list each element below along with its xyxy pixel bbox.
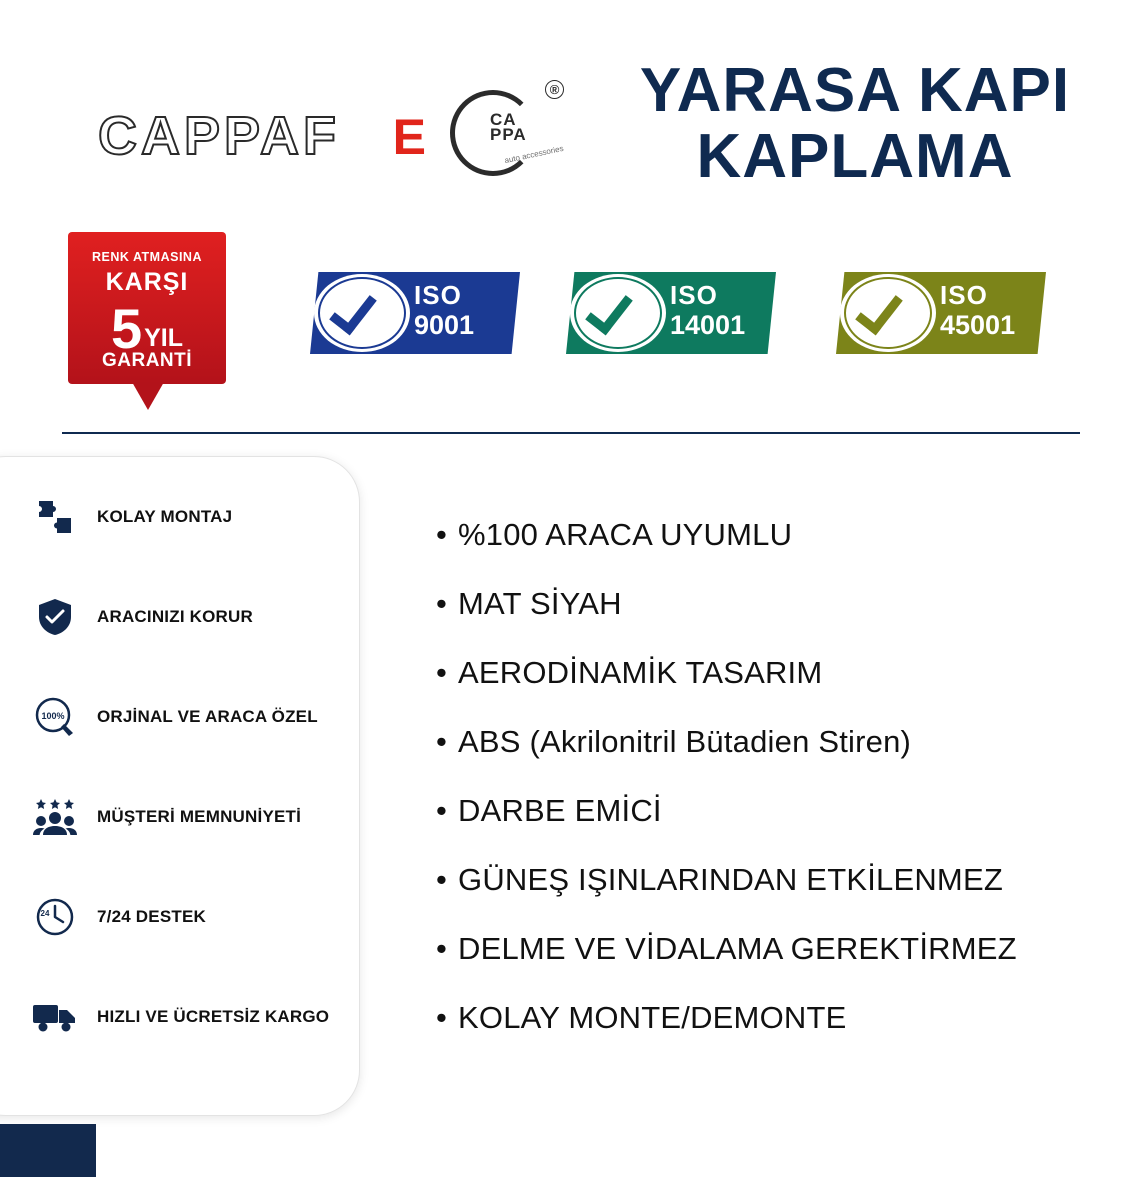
list-item (436, 845, 1096, 914)
logo-letters (490, 112, 527, 142)
feature-label: KOLAY MONTAJ (97, 507, 233, 526)
bullet-icon: • (436, 724, 448, 759)
bullet-icon: • (436, 931, 448, 966)
iso-word: ISO (670, 280, 718, 310)
hundred-percent-icon (31, 693, 79, 741)
list-item (436, 569, 1096, 638)
guarantee-number: 5 (110, 297, 143, 360)
svg-text:24: 24 (40, 909, 50, 918)
certification-badge-iso-14001 (566, 272, 776, 354)
spec-text: ABS (Akrilonitril Bütadien Stiren) (458, 724, 912, 759)
section-divider (62, 432, 1080, 434)
brand-wordmark-text: CAPPAF (98, 106, 341, 166)
feature-item-araci-korur (31, 589, 253, 645)
feature-label: ORJİNAL VE ARACA ÖZEL (97, 707, 318, 726)
feature-item-musteri-memnuniyeti (31, 789, 301, 845)
spec-text: DELME VE VİDALAMA GEREKTİRMEZ (458, 931, 1017, 966)
iso-label (670, 280, 745, 340)
brand-wordmark-accent: E (392, 109, 426, 165)
guarantee-badge (68, 232, 226, 384)
bullet-icon: • (436, 862, 448, 897)
page-title: YARASA KAPI KAPLAMA (639, 56, 1071, 191)
truck-icon (31, 993, 79, 1041)
logo-letters-top: CA (490, 110, 517, 129)
spec-text: DARBE EMİCİ (458, 793, 662, 828)
feature-label: HIZLI VE ÜCRETSİZ KARGO (97, 1007, 330, 1026)
feature-item-orjinal (31, 689, 318, 745)
iso-label (940, 280, 1015, 340)
list-item (436, 776, 1096, 845)
brand-wordmark (98, 108, 428, 164)
iso-number: 9001 (414, 310, 475, 340)
bottom-accent-bar (0, 1124, 96, 1177)
registered-trademark-icon: ® (545, 80, 564, 99)
people-stars-icon (31, 793, 79, 841)
iso-word: ISO (414, 280, 462, 310)
specifications-list (436, 500, 1096, 1052)
features-card (0, 456, 360, 1116)
certification-badge-iso-45001 (836, 272, 1046, 354)
clock-24-icon (31, 893, 79, 941)
spec-text: KOLAY MONTE/DEMONTE (458, 1000, 847, 1035)
iso-number: 45001 (940, 310, 1016, 340)
logo-letters-bottom: PPA (490, 125, 527, 144)
guarantee-unit: YIL (144, 324, 184, 352)
bullet-icon: • (436, 586, 448, 621)
logo-subtitle: auto accessories (503, 143, 565, 166)
iso-word: ISO (940, 280, 988, 310)
svg-text:100%: 100% (41, 711, 65, 721)
feature-label: 7/24 DESTEK (97, 907, 206, 926)
spec-text: MAT SİYAH (458, 586, 622, 621)
shield-check-icon (31, 593, 79, 641)
feature-item-kargo (31, 989, 329, 1045)
bullet-icon: • (436, 655, 448, 690)
guarantee-word: GARANTİ (101, 350, 193, 371)
feature-label: ARACINIZI KORUR (97, 607, 253, 626)
iso-number: 14001 (670, 310, 746, 340)
iso-label (414, 280, 474, 340)
guarantee-years-row (68, 297, 226, 360)
feature-item-kolay-montaj (31, 489, 232, 545)
header (0, 0, 1143, 230)
list-item (436, 983, 1096, 1052)
guarantee-line2: KARŞI (105, 268, 189, 296)
bullet-icon: • (436, 793, 448, 828)
list-item (436, 500, 1096, 569)
bullet-icon: • (436, 1000, 448, 1035)
spec-text: %100 ARACA UYUMLU (458, 517, 793, 552)
brand-logo-mark (450, 80, 570, 190)
puzzle-icon (31, 493, 79, 541)
spec-text: AERODİNAMİK TASARIM (458, 655, 823, 690)
bullet-icon: • (436, 517, 448, 552)
spec-text: GÜNEŞ IŞINLARINDAN ETKİLENMEZ (458, 862, 1003, 897)
guarantee-line1: RENK ATMASINA (92, 250, 202, 264)
list-item (436, 638, 1096, 707)
feature-item-destek (31, 889, 206, 945)
feature-label: MÜŞTERİ MEMNUNİYETİ (97, 807, 302, 826)
list-item (436, 707, 1096, 776)
certification-badge-iso-9001 (310, 272, 520, 354)
list-item (436, 914, 1096, 983)
guarantee-badge-pointer-icon (132, 382, 164, 410)
